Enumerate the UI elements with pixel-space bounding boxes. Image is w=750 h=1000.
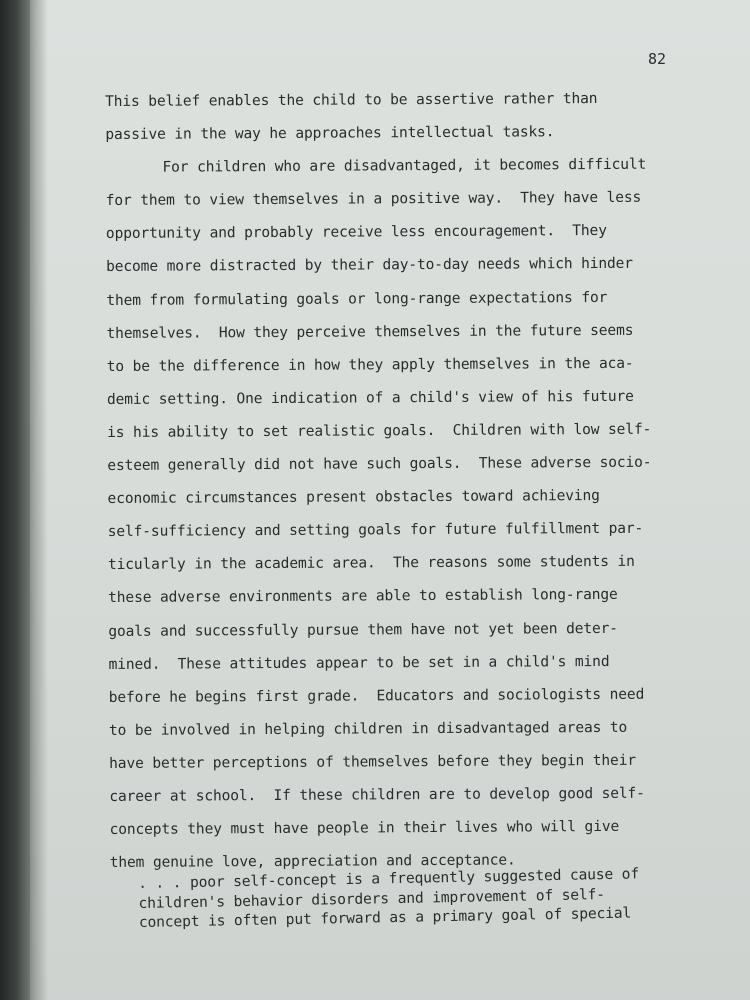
text-line: economic circumstances present obstacles toward achieving — [107, 487, 600, 508]
text-line: mined. These attitudes appear to be set in a child's mind — [108, 652, 610, 673]
text-line: career at school. If these children are to develop good self- — [109, 784, 645, 805]
text-line: to be the difference in how they apply themselves in the aca- — [106, 354, 634, 375]
text-line: concepts they must have people in their lives who will give — [109, 817, 620, 839]
text-line: before he begins first grade. Educators and sociologists need — [108, 685, 645, 706]
body-paragraphs — [105, 81, 720, 879]
quote-line: . . . poor self-concept is a frequently suggested cause of — [138, 865, 640, 892]
text-line: For children who are disadvantaged, it becomes difficult — [162, 155, 647, 176]
quote-line: concept is often put forward as a primary goal of special — [138, 904, 632, 931]
text-line: demic setting. One indication of a child's view of his future — [106, 387, 634, 408]
book-page — [30, 0, 750, 1000]
quote-line: children's behavior disorders and improvement of self- — [138, 885, 605, 912]
text-line: themselves. How they perceive themselves in the future seems — [106, 321, 634, 342]
block-quote — [138, 863, 719, 933]
text-line: passive in the way he approaches intellectual tasks. — [105, 123, 555, 144]
text-line: esteem generally did not have such goals. These adverse socio- — [107, 453, 652, 475]
text-line: to be involved in helping children in disadvantaged areas to — [108, 718, 628, 739]
text-line: for them to view themselves in a positive way. They have less — [105, 189, 642, 210]
text-line: self-sufficiency and setting goals for future fulfillment par- — [107, 519, 644, 541]
text-line: become more distracted by their day-to-day needs which hinder — [106, 255, 633, 276]
page-number: 82 — [648, 50, 667, 68]
text-line: have better perceptions of themselves before they begin their — [109, 751, 636, 772]
text-line: ticularly in the academic area. The reasons some students in — [107, 553, 635, 574]
text-line: This belief enables the child to be assertive rather than — [105, 89, 598, 110]
text-line: these adverse environments are able to establish long-range — [108, 586, 618, 607]
text-line: goals and successfully pursue them have not yet been deter- — [108, 619, 618, 640]
text-line: them from formulating goals or long-range expectations for — [106, 288, 608, 309]
text-line: opportunity and probably receive less encouragement. They — [105, 222, 607, 243]
text-line: them genuine love, appreciation and acceptance. — [109, 851, 516, 872]
text-line: is his ability to set realistic goals. Children with low self- — [107, 420, 652, 441]
